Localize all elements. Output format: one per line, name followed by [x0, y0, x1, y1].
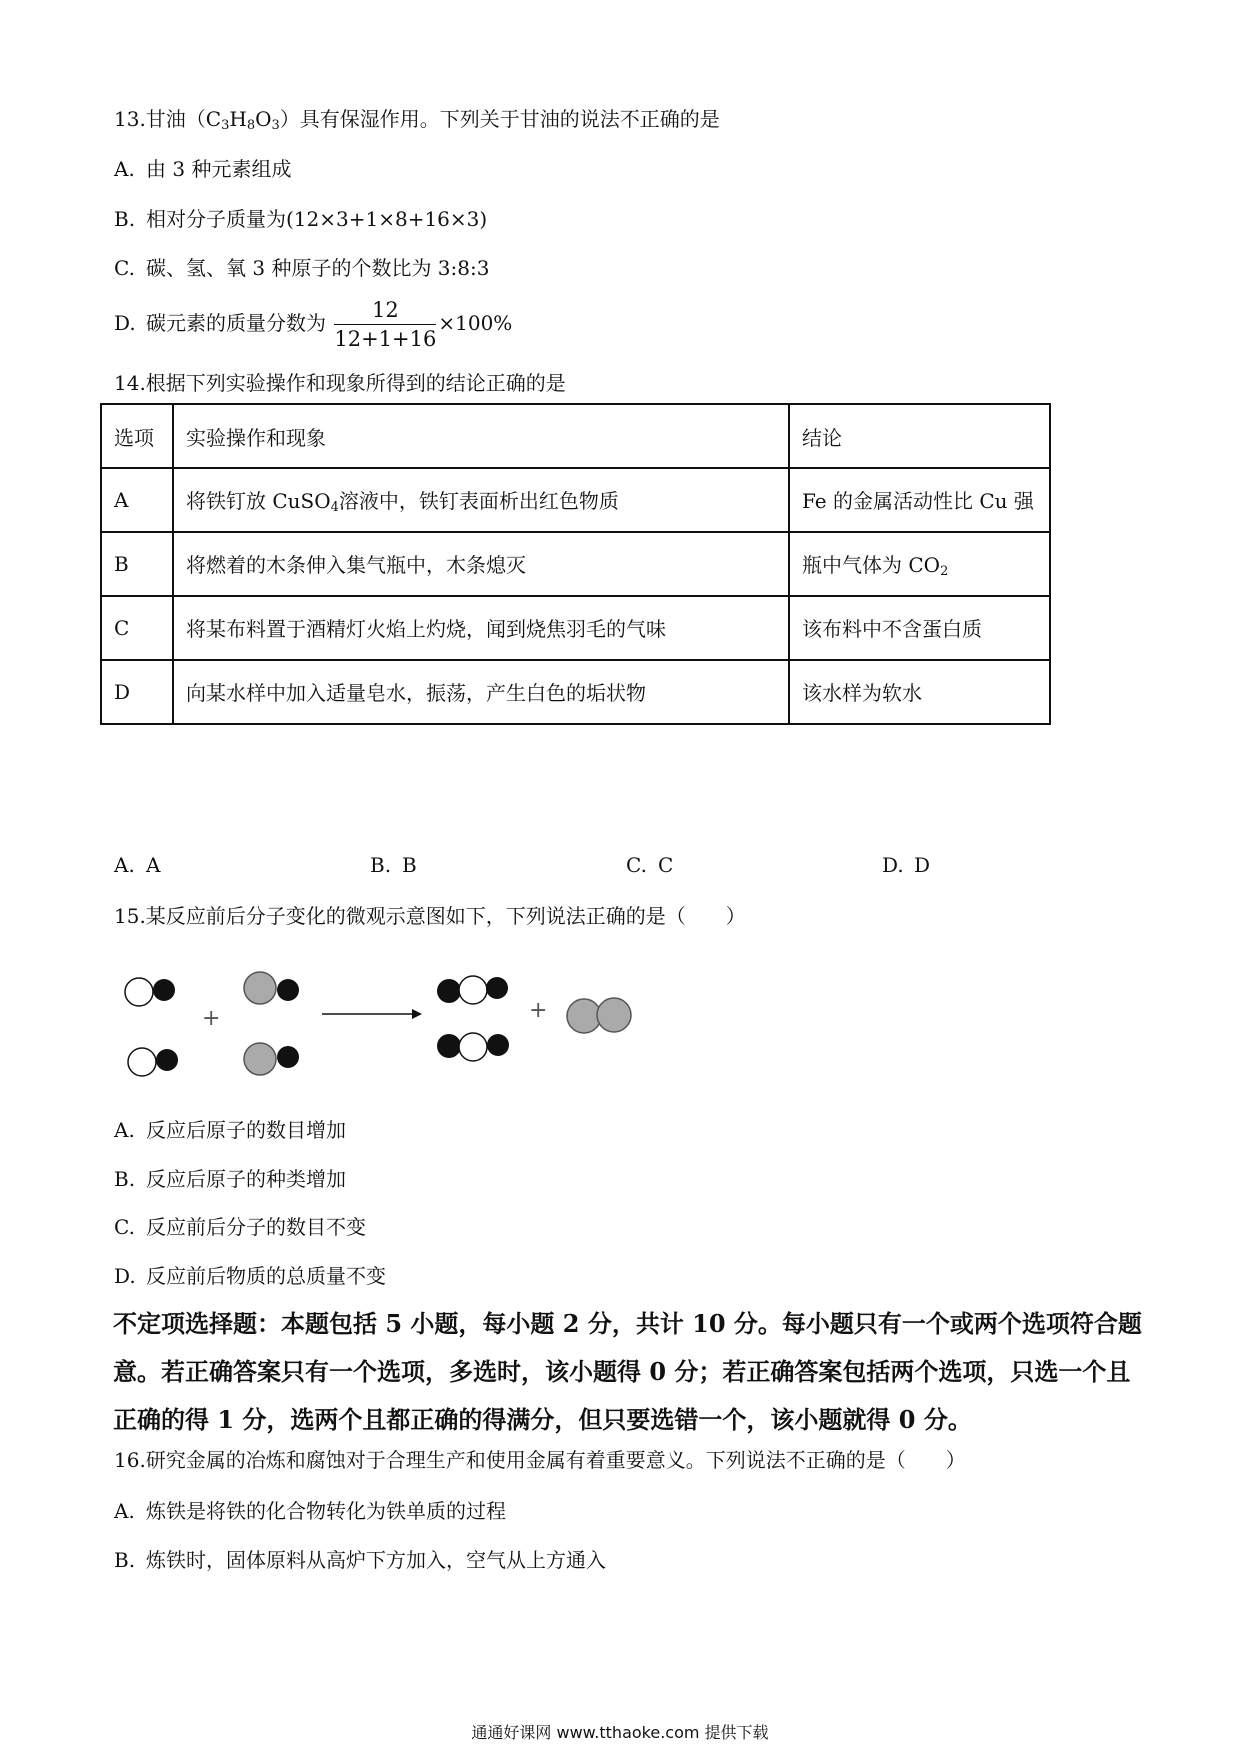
product-molecule-2: [567, 998, 631, 1033]
header-operation: 实验操作和现象: [173, 404, 789, 468]
row-conclusion: 瓶中气体为 $CO_2$: [789, 532, 1050, 596]
q14-answer-c: C. C: [626, 853, 674, 877]
section-instructions: 不定项选择题：本题包括 5 小题，每小题 2 分，共计 10 分。每小题只有一个或两个选项符合题意。若正确答案只有一个选项，多选时，该小题得 0 分；若正确答案包括两个选项，只选一个且正确的得 1 分，选两个且都正确的得满分，但只要选错一个，该小题就得 0 分。: [113, 1309, 1142, 1434]
row-conclusion: 该水样为软水: [789, 660, 1050, 724]
q15-option-a: A. 反应后原子的数目增加: [114, 1118, 346, 1142]
reactant-molecule-1: [128, 1048, 178, 1076]
q13-option-d: D. 碳元素的质量分数为 $\frac{12}{12+1+16}$ ×100%: [114, 298, 513, 351]
q16-option-b: B. 炼铁时，固体原料从高炉下方加入，空气从上方通入: [114, 1548, 606, 1572]
reactant-molecule-2: [244, 1043, 299, 1075]
q13-stem: 13.甘油$(C_3H_8O_3)$具有保湿作用。下列关于甘油的说法不正确的是: [114, 107, 720, 133]
q14-answer-d: D. D: [882, 853, 931, 877]
reactant-molecule-1: [125, 978, 175, 1006]
q16-stem: 16.研究金属的冶炼和腐蚀对于合理生产和使用金属有着重要意义。下列说法不正确的是（ ）: [114, 1448, 966, 1472]
row-option: B: [101, 532, 173, 596]
reactant-molecule-2: [244, 972, 299, 1004]
row-conclusion: 该布料中不含蛋白质: [789, 596, 1050, 660]
q13-option-c: C. 碳、氢、氧 3 种原子的个数比为 3:8:3: [114, 256, 490, 280]
q13-option-a: A. 由 3 种元素组成: [114, 157, 292, 181]
row-conclusion: Fe 的金属活动性比 Cu 强: [789, 468, 1050, 532]
experiment-table: [100, 403, 1051, 725]
q14-stem: 14.根据下列实验操作和现象所得到的结论正确的是: [114, 371, 566, 395]
row-operation: 将某布料置于酒精灯火焰上灼烧，闻到烧焦羽毛的气味: [173, 596, 789, 660]
plus-sign: +: [202, 1006, 221, 1031]
table-row: [101, 596, 1050, 660]
plus-sign: +: [529, 998, 548, 1023]
row-option: C: [101, 596, 173, 660]
row-operation: 将铁钉放 CuSO$_4$溶液中，铁钉表面析出红色物质: [173, 468, 789, 532]
table-row: [101, 660, 1050, 724]
table-header-row: [101, 404, 1050, 468]
q15-option-b: B. 反应后原子的种类增加: [114, 1167, 346, 1191]
table-row: [101, 532, 1050, 596]
row-option: D: [101, 660, 173, 724]
row-option: A: [101, 468, 173, 532]
mass-fraction: $\frac{12}{12+1+16}$: [334, 298, 437, 351]
q13-option-b: B. 相对分子质量为(12×3+1×8+16×3): [114, 207, 488, 231]
molecule-reaction-diagram: [110, 955, 670, 1085]
table-row: [101, 468, 1050, 532]
page-footer: 通通好课网 www.tthaoke.com 提供下载: [471, 1723, 769, 1742]
q14-answer-b: B. B: [370, 853, 417, 877]
header-conclusion: 结论: [789, 404, 1050, 468]
row-operation: 将燃着的木条伸入集气瓶中，木条熄灭: [173, 532, 789, 596]
q14-answer-a: A. A: [114, 853, 161, 877]
product-molecule-1: [437, 976, 508, 1004]
reaction-arrow: [322, 1009, 422, 1019]
q15-option-d: D. 反应前后物质的总质量不变: [114, 1264, 386, 1288]
q16-option-a: A. 炼铁是将铁的化合物转化为铁单质的过程: [114, 1499, 506, 1523]
q15-option-c: C. 反应前后分子的数目不变: [114, 1215, 366, 1239]
q15-stem: 15.某反应前后分子变化的微观示意图如下，下列说法正确的是（ ）: [114, 904, 746, 928]
product-molecule-1: [437, 1033, 509, 1061]
row-operation: 向某水样中加入适量皂水，振荡，产生白色的垢状物: [173, 660, 789, 724]
header-option: 选项: [101, 404, 173, 468]
